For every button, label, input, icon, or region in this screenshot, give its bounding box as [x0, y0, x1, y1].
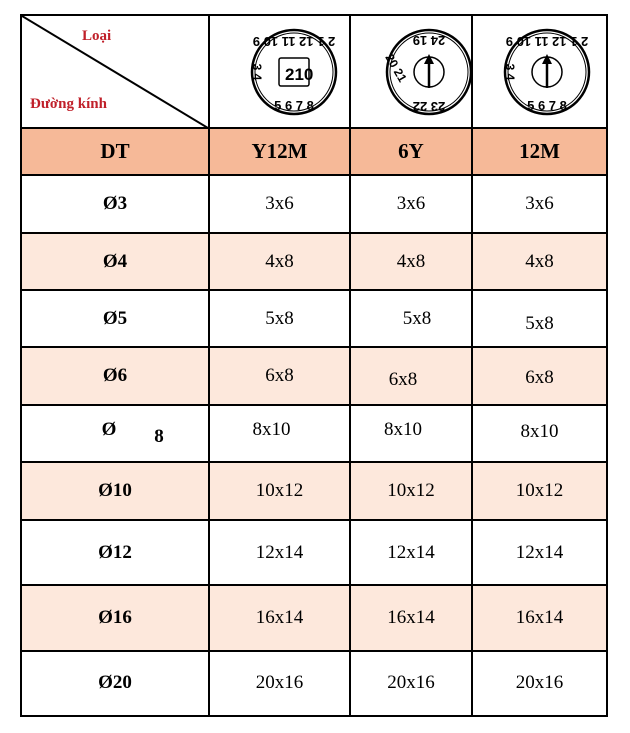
svg-text:2 1 12 11 10 9: 2 1 12 11 10 9: [252, 34, 336, 49]
svg-text:3 4: 3 4: [250, 63, 264, 81]
size-cell-12m: 5x8: [525, 312, 554, 334]
grid-line: [22, 461, 606, 463]
size-cell-y12m: 6x8: [265, 365, 294, 386]
grid-line: [22, 346, 606, 348]
size-cell-12m: 20x16: [515, 672, 564, 693]
size-cell-6y: 6x8: [388, 369, 418, 390]
type-label: Loại: [82, 28, 112, 44]
size-cell-12m: 6x8: [525, 367, 554, 388]
svg-text:3 4: 3 4: [503, 63, 517, 81]
column-header-6y: 6Y: [398, 139, 424, 163]
size-table: [20, 14, 608, 717]
grid-line: [22, 289, 606, 291]
column-header-y12m: Y12M: [251, 139, 308, 163]
size-cell-12m: 3x6: [525, 193, 554, 214]
size-cell-y12m: 4x8: [265, 250, 294, 272]
grid-line: [208, 16, 210, 715]
size-cell-12m: 10x12: [515, 480, 564, 501]
svg-text:20 21: 20 21: [382, 51, 410, 85]
grid-line: [22, 232, 606, 234]
size-cell-12m: 4x8: [525, 250, 554, 272]
diameter-cell: Ø16: [98, 607, 132, 628]
grid-line: [22, 584, 606, 586]
grid-line: [22, 519, 606, 521]
column-header-12m: 12M: [519, 139, 560, 163]
size-cell-y12m: 3x6: [265, 193, 294, 214]
svg-text:2 1 12 11 10 9: 2 1 12 11 10 9: [505, 34, 589, 49]
column-header-dt: DT: [100, 139, 130, 163]
grid-line: [22, 127, 606, 129]
diameter-cell: Ø6: [102, 365, 128, 386]
diameter-cell: Ø20: [98, 672, 132, 693]
date-dial-12m-icon: [490, 24, 605, 120]
size-cell-6y: 5x8: [402, 307, 432, 329]
svg-text:23 22: 23 22: [412, 99, 446, 114]
diameter-cell: Ø10: [98, 480, 132, 501]
size-cell-y12m: 5x8: [265, 307, 294, 329]
date-dial-6y-icon: [372, 24, 487, 120]
diameter-cell: Ø3: [102, 193, 128, 214]
diameter-cell: Ø12: [98, 541, 132, 563]
grid-line: [22, 174, 606, 176]
size-cell-y12m: 12x14: [255, 541, 304, 563]
size-cell-6y: 8x10: [384, 419, 422, 440]
svg-text:24 19: 24 19: [412, 33, 446, 48]
size-cell-y12m: 8x10: [252, 419, 291, 440]
size-cell-6y: 4x8: [396, 250, 426, 272]
grid-line: [349, 16, 351, 715]
size-cell-6y: 3x6: [396, 193, 426, 214]
svg-text:5 6 7 8: 5 6 7 8: [274, 98, 314, 113]
date-dial-y12m-icon: [229, 24, 359, 120]
diameter-label: Đường kính: [30, 96, 107, 112]
svg-text:210: 210: [285, 65, 314, 84]
diameter-suffix: 8: [154, 426, 164, 447]
size-cell-6y: 16x14: [387, 607, 435, 628]
diameter-cell: Ø: [101, 419, 117, 440]
size-cell-12m: 16x14: [515, 607, 564, 628]
size-cell-12m: 12x14: [515, 541, 564, 563]
size-cell-y12m: 16x14: [255, 607, 304, 628]
diameter-cell: Ø5: [102, 307, 128, 329]
size-cell-6y: 12x14: [387, 541, 435, 563]
size-cell-6y: 20x16: [387, 672, 435, 693]
size-cell-6y: 10x12: [387, 480, 435, 501]
size-cell-12m: 8x10: [520, 421, 559, 442]
grid-line: [22, 650, 606, 652]
size-cell-y12m: 20x16: [255, 672, 304, 693]
grid-line: [471, 16, 473, 715]
grid-line: [22, 404, 606, 406]
svg-text:5 6 7 8: 5 6 7 8: [527, 98, 567, 113]
diameter-cell: Ø4: [102, 250, 128, 272]
size-cell-y12m: 10x12: [255, 480, 304, 501]
